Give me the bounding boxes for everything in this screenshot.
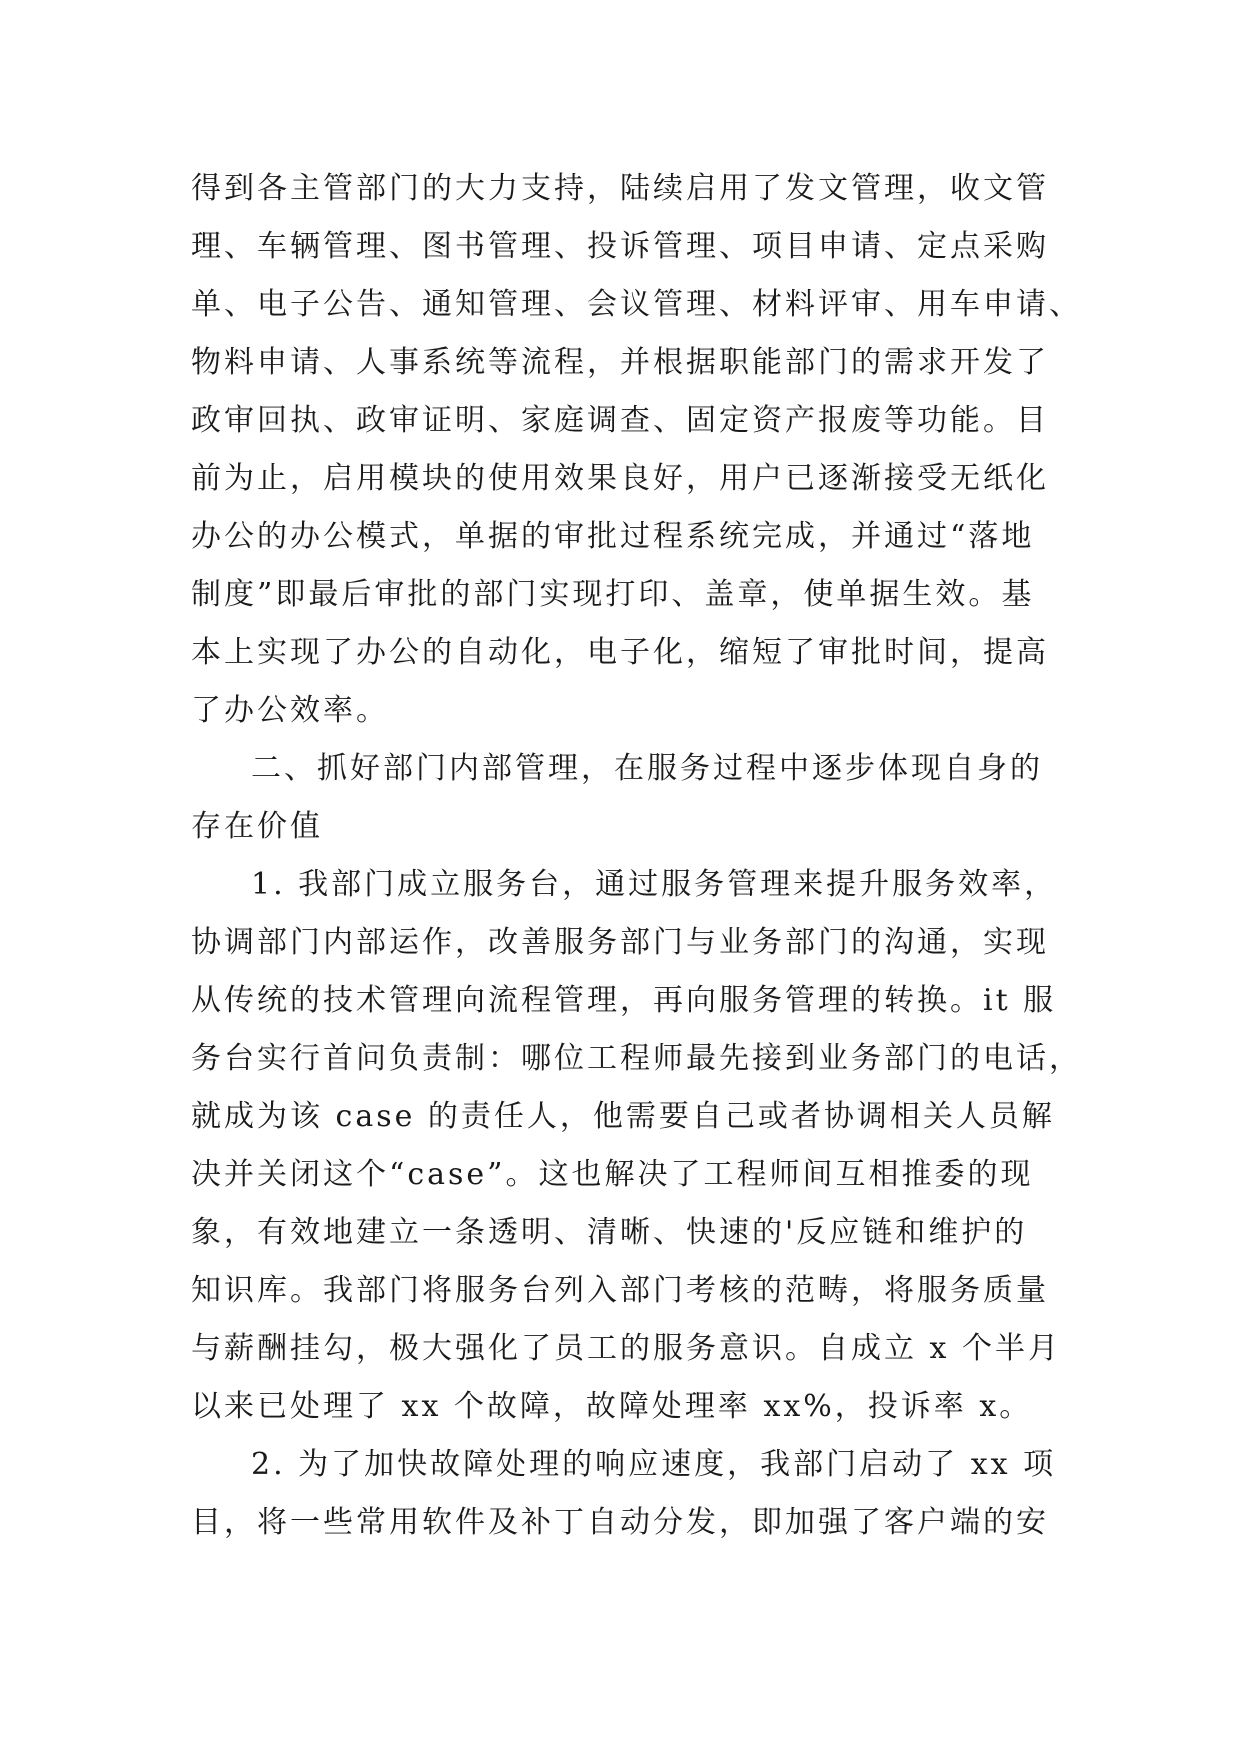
text-line: 协调部门内部运作，改善服务部门与业务部门的沟通，实现 (191, 925, 1049, 960)
document-body (191, 160, 1082, 1552)
text-line: 制度”即最后审批的部门实现打印、盖章，使单据生效。基 (191, 577, 1035, 612)
list-item-2: 2. 为了加快故障处理的响应速度，我部门启动了 xx 项 (251, 1447, 1057, 1482)
text-line: 以来已处理了 xx 个故障，故障处理率 xx%，投诉率 x。 (191, 1389, 1033, 1424)
text-line: 决并关闭这个“case”。这也解决了工程师间互相推委的现 (191, 1157, 1034, 1192)
text-line: 政审回执、政审证明、家庭调查、固定资产报废等功能。目 (191, 403, 1049, 438)
text-line: 了办公效率。 (191, 693, 389, 728)
text-line: 目，将一些常用软件及补丁自动分发，即加强了客户端的安 (191, 1505, 1049, 1540)
text-line: 象，有效地建立一条透明、清晰、快速的'反应链和维护的 (191, 1215, 1028, 1250)
list-item-1: 1. 我部门成立服务台，通过服务管理来提升服务效率， (251, 867, 1058, 902)
text-line: 本上实现了办公的自动化，电子化，缩短了审批时间，提高 (191, 635, 1049, 670)
text-line: 办公的办公模式，单据的审批过程系统完成，并通过“落地 (191, 519, 1035, 554)
text-line: 前为止，启用模块的使用效果良好，用户已逐渐接受无纸化 (191, 461, 1049, 496)
section-heading: 二、抓好部门内部管理，在服务过程中逐步体现自身的 (251, 751, 1043, 786)
text-line: 就成为该 case 的责任人，他需要自己或者协调相关人员解 (191, 1099, 1055, 1134)
text-line: 从传统的技术管理向流程管理，再向服务管理的转换。it 服 (191, 983, 1057, 1018)
text-line: 物料申请、人事系统等流程，并根据职能部门的需求开发了 (191, 345, 1049, 380)
text-line: 得到各主管部门的大力支持，陆续启用了发文管理，收文管 (191, 171, 1049, 206)
text-line: 单、电子公告、通知管理、会议管理、材料评审、用车申请、 (191, 287, 1082, 322)
section-heading-continued: 存在价值 (191, 809, 323, 844)
text-line: 理、车辆管理、图书管理、投诉管理、项目申请、定点采购 (191, 229, 1049, 264)
text-line: 与薪酬挂勾，极大强化了员工的服务意识。自成立 x 个半月 (191, 1331, 1061, 1366)
text-line: 务台实行首问负责制：哪位工程师最先接到业务部门的电话， (191, 1041, 1082, 1076)
text-line: 知识库。我部门将服务台列入部门考核的范畴，将服务质量 (191, 1273, 1049, 1308)
